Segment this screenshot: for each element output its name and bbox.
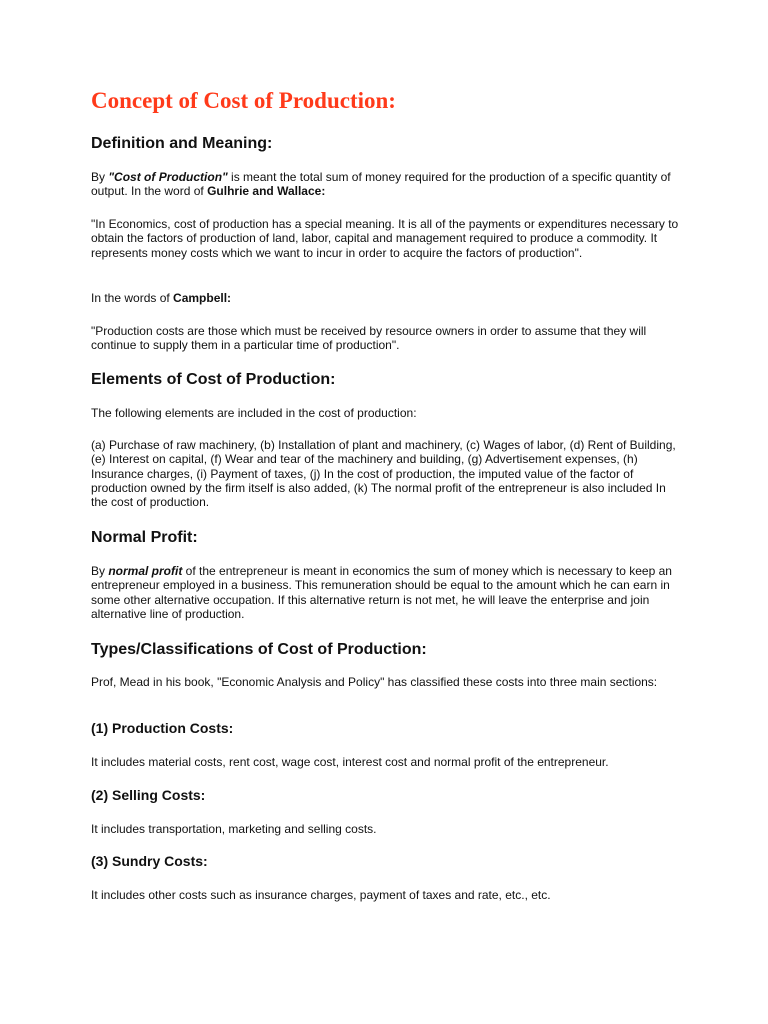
quote-campbell: "Production costs are those which must be received by resource owners in order to assume that they will continue to supply them in a particular time of production".	[91, 324, 647, 353]
normal-profit-text-rest: of the entrepreneur is meant in economics the sum of money which is necessary to keep an entrepreneur employed in a business. This remuneration should be equal to the amount which he can earn in some other alternative occupation. If this alternative return is not met, he will leave the enterprise and join alternative line of production.	[91, 564, 672, 621]
heading-types: Types/Classifications of Cost of Production:	[91, 641, 427, 658]
definition-text-pre: By	[91, 170, 109, 184]
definition-paragraph	[91, 170, 681, 199]
author-gulhrie-wallace: Gulhrie and Wallace:	[207, 184, 326, 199]
term-normal-profit: normal profit	[108, 564, 183, 578]
page-title: Concept of Cost of Production:	[91, 88, 396, 113]
author-campbell: Campbell:	[173, 291, 232, 305]
heading-selling-costs: (2) Selling Costs:	[91, 787, 206, 803]
types-intro: Prof, Mead in his book, "Economic Analysis and Policy" has classified these costs into three main sections:	[91, 675, 658, 689]
heading-elements: Elements of Cost of Production:	[91, 371, 336, 388]
campbell-intro	[91, 291, 681, 305]
sundry-costs-text: It includes other costs such as insurance charges, payment of taxes and rate, etc., etc.	[91, 888, 551, 902]
normal-profit-paragraph	[91, 564, 681, 621]
elements-list: (a) Purchase of raw machinery, (b) Installation of plant and machinery, (c) Wages of labor, (d) Rent of Building, (e) Interest on capital, (f) Wear and tear of the machinery and building, (g) Advertisement expenses, (h) Insurance charges, (i) Payment of taxes, (j) In the cost of production, the imputed value of the factor of production owned by the firm itself is also added, (k) The normal profit of the entrepreneur is also included In the cost of production.	[91, 438, 676, 510]
selling-costs-text: It includes transportation, marketing and selling costs.	[91, 822, 377, 836]
heading-production-costs: (1) Production Costs:	[91, 720, 234, 736]
term-cost-of-production: "Cost of Production"	[108, 170, 228, 184]
heading-sundry-costs: (3) Sundry Costs:	[91, 853, 208, 869]
heading-definition: Definition and Meaning:	[91, 135, 273, 152]
definition-text-mid: is meant the total sum of money required for the production of a specific quantity of output. In the word of	[91, 170, 671, 199]
campbell-text-pre: In the words of	[91, 291, 174, 305]
normal-profit-text-pre: By	[91, 564, 109, 578]
heading-normal-profit: Normal Profit:	[91, 529, 198, 546]
quote-gulhrie-wallace: "In Economics, cost of production has a special meaning. It is all of the payments or expenditures necessary to obtain the factors of production of land, labor, capital and management required to produce a commodity. It represents money costs which we want to incur in order to acquire the factors of production".	[91, 217, 679, 260]
production-costs-text: It includes material costs, rent cost, wage cost, interest cost and normal profit of the entrepreneur.	[91, 755, 609, 769]
elements-intro: The following elements are included in the cost of production:	[91, 406, 417, 420]
